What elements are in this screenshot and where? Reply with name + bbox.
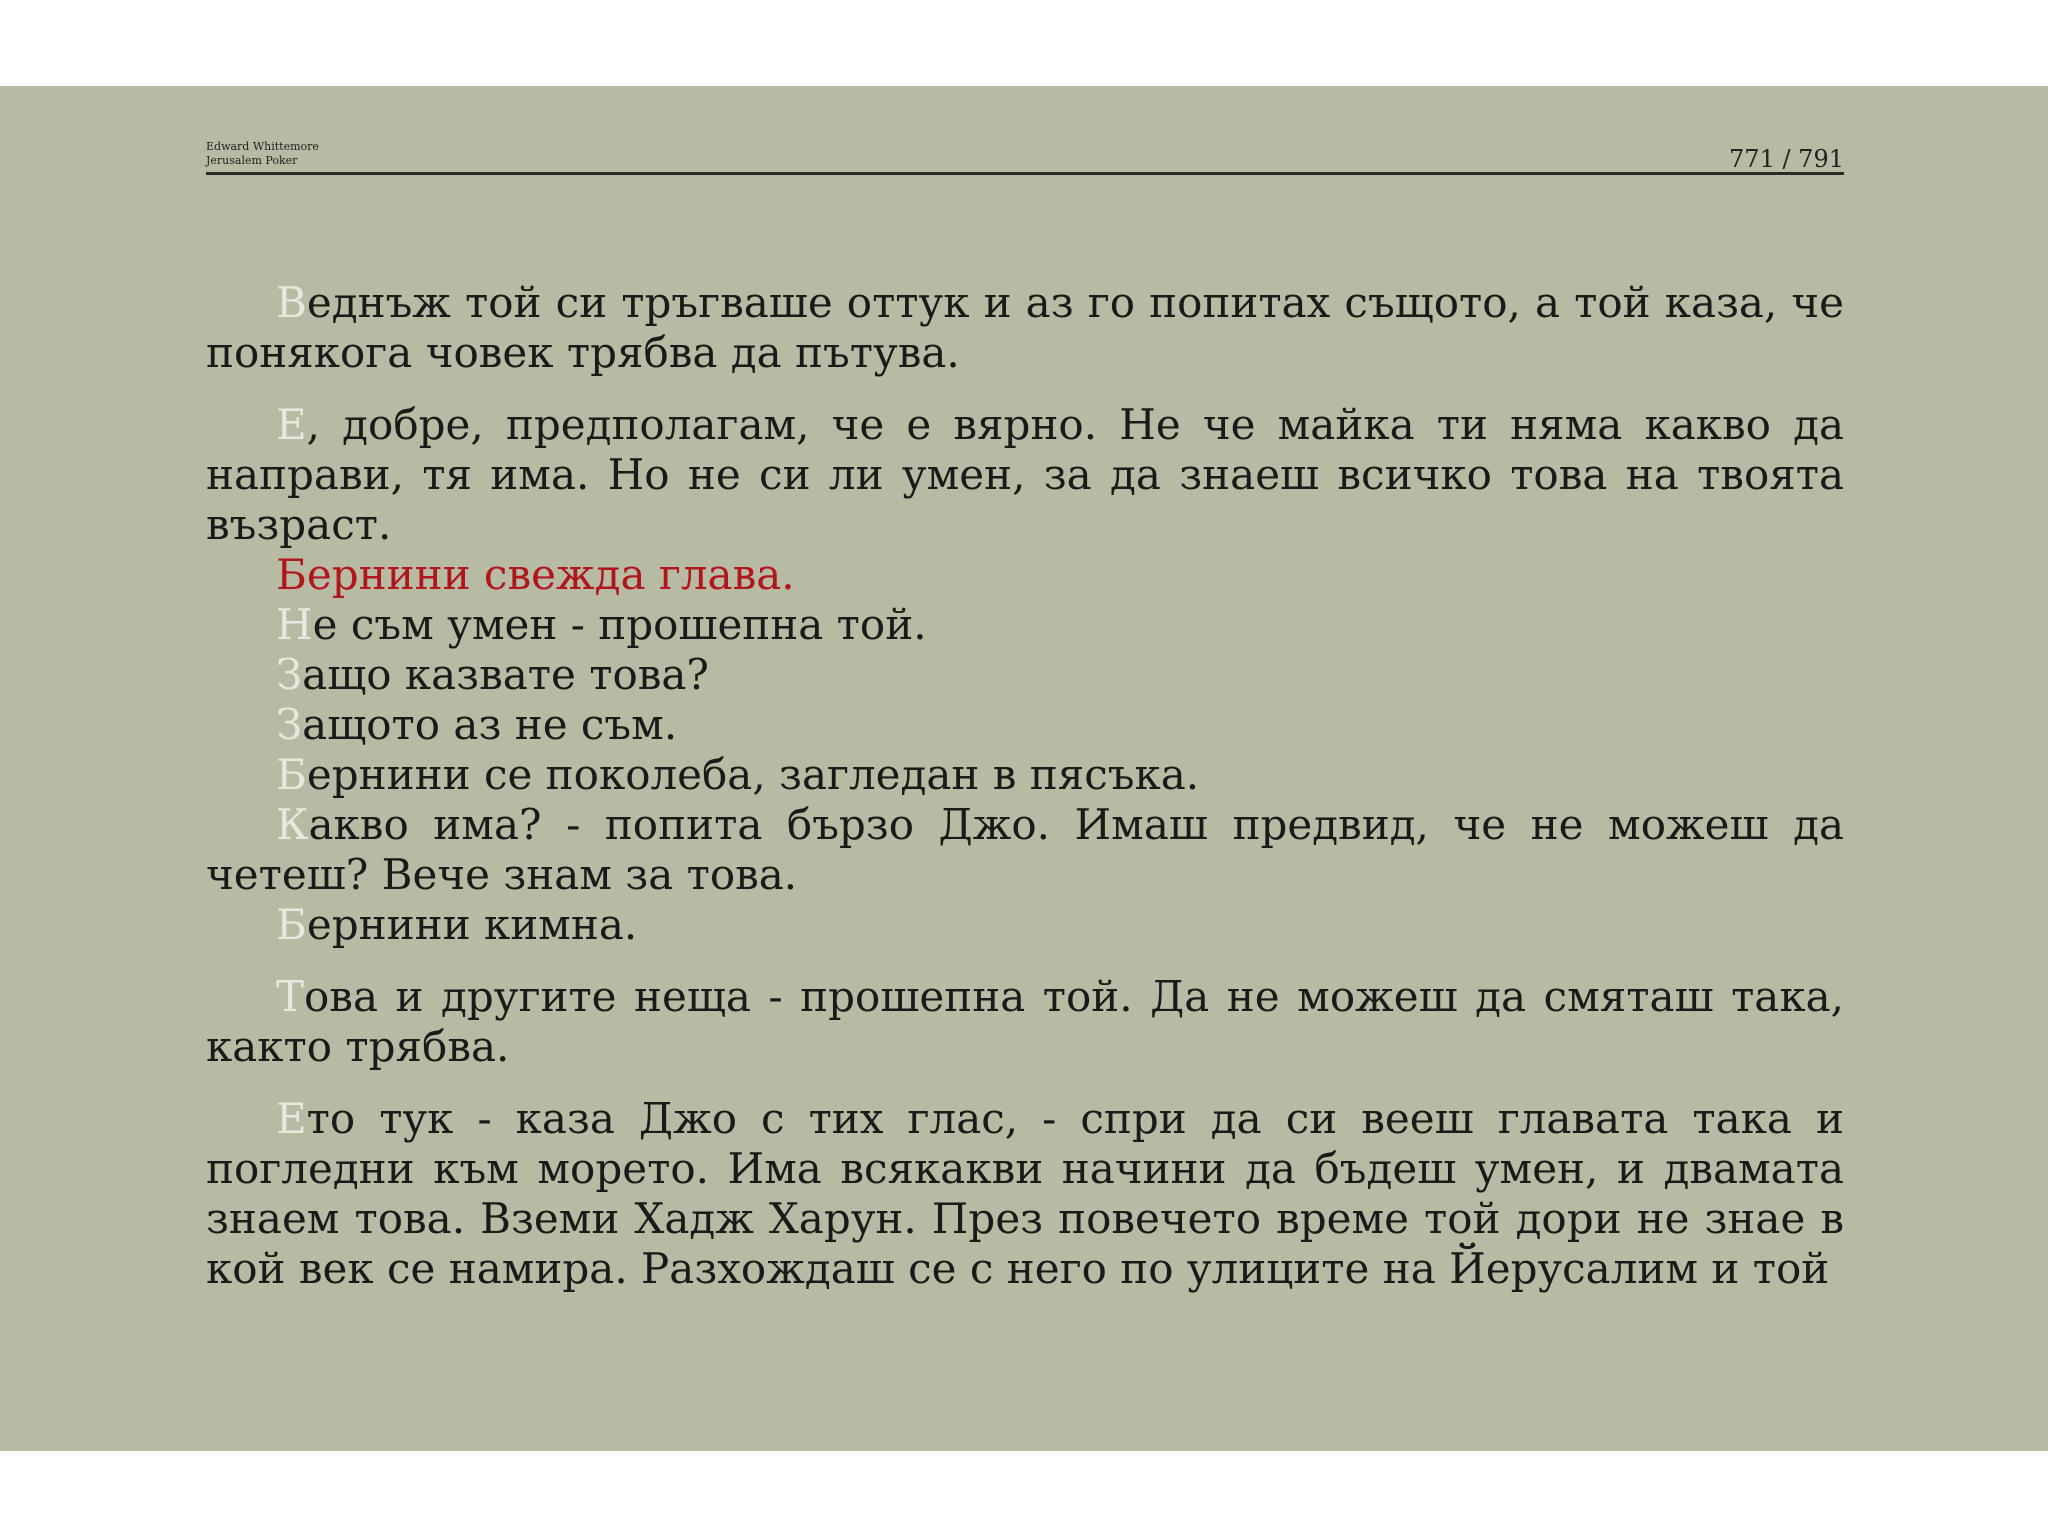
paragraph [206,600,1844,650]
drop-initial: Т [276,972,305,1021]
paragraph-text: ащо казвате това? [302,650,709,699]
drop-initial: З [276,700,303,749]
paragraph-text: ернини се поколеба, загледан в пясъка. [306,750,1200,799]
drop-initial: Б [276,750,307,799]
drop-initial: В [276,278,307,327]
paragraph-text: ащото аз не съм. [302,700,678,749]
drop-initial: Б [276,900,307,949]
paragraph-text: е съм умен - прошепна той. [312,600,927,649]
paragraph [206,750,1844,800]
drop-initial: Е [276,400,307,449]
paragraph [206,278,1844,378]
drop-initial: Н [276,600,313,649]
paragraph-text: акво има? - попита бързо Джо. Имаш предвид, че не можеш да четеш? Вече знам за това. [206,800,1844,899]
page-indicator: 771 / 791 [1729,145,1844,173]
highlighted-text[interactable]: Бернини свежда глава. [276,550,795,599]
drop-initial: З [276,650,303,699]
paragraph [206,400,1844,550]
paragraph [206,650,1844,700]
drop-initial: Е [276,1094,307,1143]
drop-initial: К [276,800,309,849]
paragraph [206,900,1844,950]
paragraph-text: ернини кимна. [306,900,638,949]
paragraph-text: то тук - каза Джо с тих глас, - спри да си вееш главата така и погледни към морето. Има всякакви начини да бъдеш умен, и двамата знаем това. Вземи Хадж Харун. През повечето време той дори не знае в кой век се намира. Разхождаш се с него по улиците на Йерусалим и той [206,1094,1844,1293]
paragraph [206,1094,1844,1294]
book-meta [206,140,319,168]
paragraph [206,800,1844,900]
paragraph-text: , добре, предполагам, че е вярно. Не че майка ти няма какво да направи, тя има. Но не си ли умен, за да знаеш всичко това на твоята възраст. [206,400,1844,549]
author-name: Edward Whittemore [206,140,319,153]
book-text [206,278,1844,1294]
paragraph [206,700,1844,750]
paragraph-text: еднъж той си тръгваше оттук и аз го попитах същото, а той каза, че понякога човек трябва да пътува. [206,278,1844,377]
paragraph [206,972,1844,1072]
paragraph-text: ова и другите неща - прошепна той. Да не можеш да смяташ така, както трябва. [206,972,1844,1071]
highlighted-paragraph[interactable] [206,550,1844,600]
page-header [206,136,1844,175]
book-title: Jerusalem Poker [206,154,298,167]
